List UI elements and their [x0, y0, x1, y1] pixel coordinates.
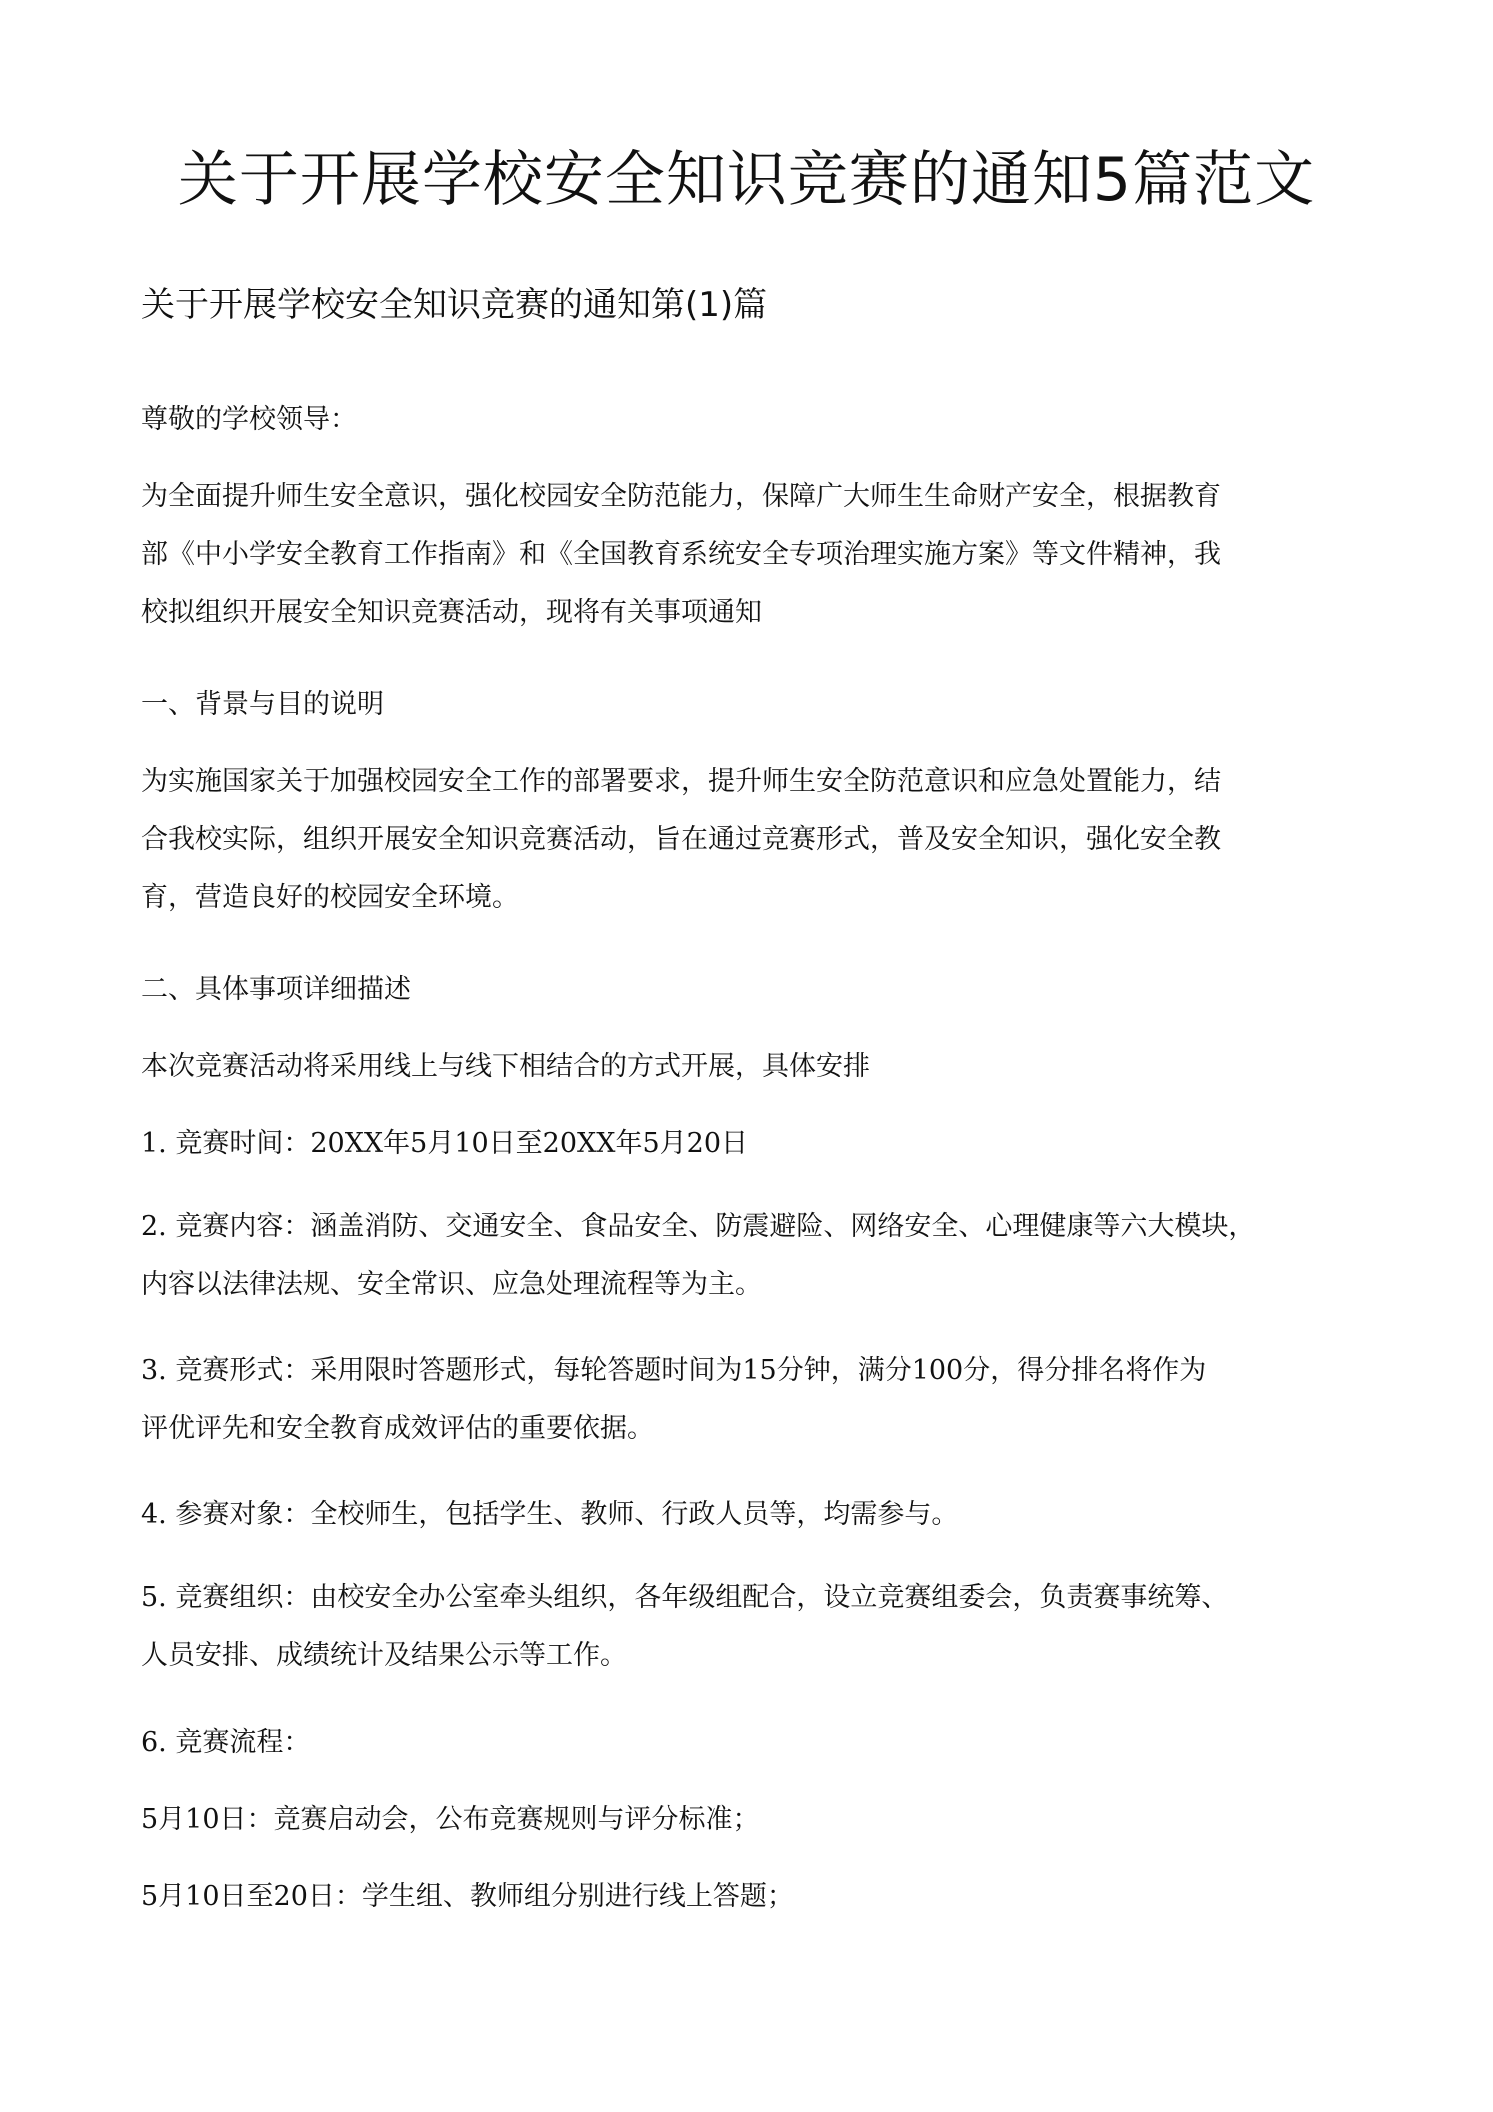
- heading-details: 二、具体事项详细描述: [141, 974, 411, 1005]
- item-1: 1. 竞赛时间：20XX年5月10日至20XX年5月20日: [141, 1128, 749, 1159]
- section-title: 关于开展学校安全知识竞赛的通知第(1)篇: [141, 285, 768, 325]
- arrangement-text: 本次竞赛活动将采用线上与线下相结合的方式开展，具体安排: [141, 1051, 870, 1082]
- intro-paragraph: [141, 468, 1353, 642]
- background-line-2: 合我校实际，组织开展安全知识竞赛活动，旨在通过竞赛形式，普及安全知识，强化安全教: [141, 824, 1221, 855]
- item-3: [141, 1342, 1353, 1458]
- flow-step-1: 5月10日：竞赛启动会，公布竞赛规则与评分标准；: [141, 1804, 760, 1835]
- heading-background: 一、背景与目的说明: [141, 689, 384, 720]
- item-5-line-1: 5. 竞赛组织：由校安全办公室牵头组织，各年级组配合，设立竞赛组委会，负责赛事统筹、: [141, 1582, 1229, 1613]
- item-5: [141, 1569, 1353, 1685]
- item-3-line-2: 评优评先和安全教育成效评估的重要依据。: [141, 1413, 654, 1444]
- background-line-3: 育，营造良好的校园安全环境。: [141, 882, 519, 913]
- item-3-line-1: 3. 竞赛形式：采用限时答题形式，每轮答题时间为15分钟，满分100分，得分排名将作为: [141, 1355, 1207, 1386]
- intro-line-2: 部《中小学安全教育工作指南》和《全国教育系统安全专项治理实施方案》等文件精神，我: [141, 539, 1221, 570]
- greeting: 尊敬的学校领导：: [141, 404, 357, 435]
- intro-line-1: 为全面提升师生安全意识，强化校园安全防范能力，保障广大师生生命财产安全，根据教育: [141, 481, 1221, 512]
- background-line-1: 为实施国家关于加强校园安全工作的部署要求，提升师生安全防范意识和应急处置能力，结: [141, 766, 1221, 797]
- item-6: 6. 竞赛流程：: [141, 1727, 311, 1758]
- item-4: 4. 参赛对象：全校师生，包括学生、教师、行政人员等，均需参与。: [141, 1499, 959, 1530]
- flow-step-2: 5月10日至20日：学生组、教师组分别进行线上答题；: [141, 1881, 794, 1912]
- item-2-line-1: 2. 竞赛内容：涵盖消防、交通安全、食品安全、防震避险、网络安全、心理健康等六大模块，: [141, 1211, 1256, 1242]
- background-paragraph: [141, 753, 1353, 927]
- item-2: [141, 1198, 1353, 1314]
- intro-line-3: 校拟组织开展安全知识竞赛活动，现将有关事项通知: [141, 597, 762, 628]
- item-5-line-2: 人员安排、成绩统计及结果公示等工作。: [141, 1640, 627, 1671]
- item-2-line-2: 内容以法律法规、安全常识、应急处理流程等为主。: [141, 1269, 762, 1300]
- document-title: 关于开展学校安全知识竞赛的通知5篇范文: [177, 145, 1316, 215]
